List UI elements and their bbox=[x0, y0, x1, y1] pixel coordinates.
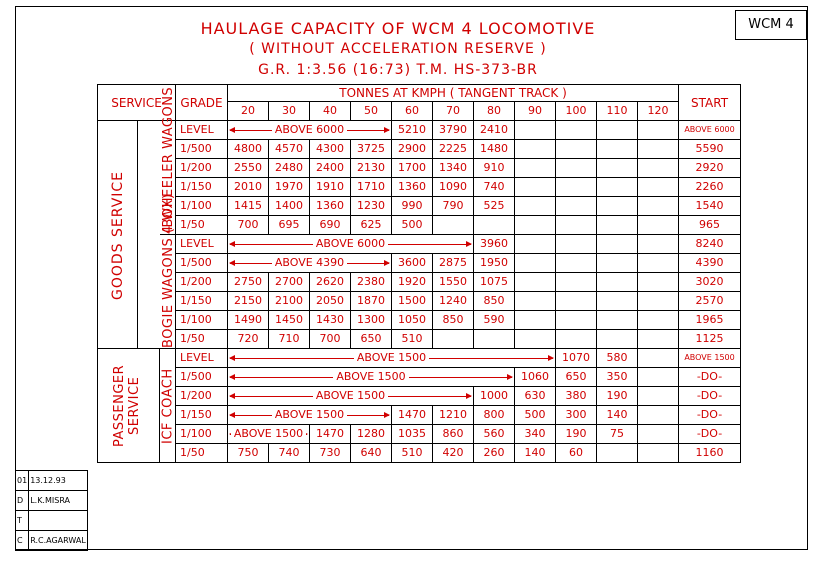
value-cell bbox=[638, 368, 679, 387]
value-cell bbox=[433, 216, 474, 235]
value-cell bbox=[556, 311, 597, 330]
value-cell: 1300 bbox=[351, 311, 392, 330]
value-cell: 1090 bbox=[433, 178, 474, 197]
span-label: ABOVE 6000 bbox=[272, 123, 347, 136]
speed-header: 30 bbox=[269, 102, 310, 121]
start-cell: 8240 bbox=[679, 235, 741, 254]
rev-date: 13.12.93 bbox=[29, 471, 88, 491]
value-cell: 510 bbox=[392, 330, 433, 349]
value-cell bbox=[556, 140, 597, 159]
value-cell: 2225 bbox=[433, 140, 474, 159]
value-cell: 1050 bbox=[392, 311, 433, 330]
value-cell bbox=[638, 159, 679, 178]
span-arrow bbox=[228, 235, 474, 254]
grade-cell: 1/150 bbox=[176, 178, 228, 197]
value-cell: 500 bbox=[392, 216, 433, 235]
value-cell: 800 bbox=[474, 406, 515, 425]
start-cell: 2260 bbox=[679, 178, 741, 197]
tonnes-header: TONNES AT KMPH ( TANGENT TRACK ) bbox=[228, 85, 679, 102]
value-cell: 1550 bbox=[433, 273, 474, 292]
value-cell: 1480 bbox=[474, 140, 515, 159]
speed-header: 120 bbox=[638, 102, 679, 121]
value-cell: 1075 bbox=[474, 273, 515, 292]
rev-label: T bbox=[16, 511, 29, 531]
value-cell: 1870 bbox=[351, 292, 392, 311]
value-cell: 2620 bbox=[310, 273, 351, 292]
value-cell: 860 bbox=[433, 425, 474, 444]
value-cell: 340 bbox=[515, 425, 556, 444]
span-arrow bbox=[228, 406, 392, 425]
start-cell: 2570 bbox=[679, 292, 741, 311]
page-subtitle: ( WITHOUT ACCELERATION RESERVE ) bbox=[249, 41, 547, 57]
value-cell bbox=[597, 330, 638, 349]
value-cell bbox=[556, 159, 597, 178]
value-cell: 1415 bbox=[228, 197, 269, 216]
value-cell bbox=[597, 273, 638, 292]
span-arrow bbox=[228, 368, 515, 387]
value-cell: 2875 bbox=[433, 254, 474, 273]
value-cell: 1240 bbox=[433, 292, 474, 311]
value-cell: 750 bbox=[228, 444, 269, 463]
span-label: ABOVE 1500 bbox=[354, 351, 429, 364]
value-cell: 1710 bbox=[351, 178, 392, 197]
start-cell: -DO- bbox=[679, 406, 741, 425]
value-cell bbox=[474, 216, 515, 235]
grade-cell: 1/200 bbox=[176, 159, 228, 178]
value-cell bbox=[638, 406, 679, 425]
value-cell: 1210 bbox=[433, 406, 474, 425]
value-cell: 560 bbox=[474, 425, 515, 444]
value-cell bbox=[638, 349, 679, 368]
value-cell: 260 bbox=[474, 444, 515, 463]
value-cell: 1340 bbox=[433, 159, 474, 178]
value-cell: 420 bbox=[433, 444, 474, 463]
value-cell: 350 bbox=[597, 368, 638, 387]
value-cell: 700 bbox=[310, 330, 351, 349]
sheet-tag: WCM 4 bbox=[735, 10, 807, 40]
grade-cell: 1/100 bbox=[176, 425, 228, 444]
span-arrow bbox=[228, 121, 392, 140]
grade-cell: 1/150 bbox=[176, 406, 228, 425]
grade-cell: 1/50 bbox=[176, 216, 228, 235]
value-cell bbox=[597, 235, 638, 254]
value-cell: 1035 bbox=[392, 425, 433, 444]
start-cell: 2920 bbox=[679, 159, 741, 178]
grade-cell: 1/150 bbox=[176, 292, 228, 311]
span-label: ABOVE 1500 bbox=[231, 427, 306, 440]
value-cell: 2410 bbox=[474, 121, 515, 140]
value-cell: 2750 bbox=[228, 273, 269, 292]
value-cell: 730 bbox=[310, 444, 351, 463]
value-cell bbox=[638, 140, 679, 159]
span-arrow bbox=[228, 349, 556, 368]
speed-header: 80 bbox=[474, 102, 515, 121]
value-cell bbox=[515, 292, 556, 311]
value-cell: 2900 bbox=[392, 140, 433, 159]
start-cell: 4390 bbox=[679, 254, 741, 273]
value-cell: 1950 bbox=[474, 254, 515, 273]
grade-cell: 1/500 bbox=[176, 140, 228, 159]
value-cell: 4300 bbox=[310, 140, 351, 159]
start-cell: ABOVE 1500 bbox=[679, 349, 741, 368]
value-cell: 190 bbox=[556, 425, 597, 444]
value-cell: 990 bbox=[392, 197, 433, 216]
start-cell: 3020 bbox=[679, 273, 741, 292]
grade-cell: 1/200 bbox=[176, 273, 228, 292]
start-cell: 5590 bbox=[679, 140, 741, 159]
value-cell: 630 bbox=[515, 387, 556, 406]
value-cell: 1470 bbox=[392, 406, 433, 425]
grade-cell: LEVEL bbox=[176, 121, 228, 140]
value-cell: 850 bbox=[433, 311, 474, 330]
value-cell: 1920 bbox=[392, 273, 433, 292]
value-cell bbox=[515, 235, 556, 254]
start-cell: -DO- bbox=[679, 425, 741, 444]
value-cell bbox=[638, 197, 679, 216]
value-cell bbox=[515, 197, 556, 216]
span-label: ABOVE 4390 bbox=[272, 256, 347, 269]
value-cell: 3960 bbox=[474, 235, 515, 254]
grade-cell: 1/50 bbox=[176, 444, 228, 463]
speed-header: 60 bbox=[392, 102, 433, 121]
value-cell bbox=[597, 254, 638, 273]
rev-traced-by bbox=[29, 511, 88, 531]
start-cell: ABOVE 6000 bbox=[679, 121, 741, 140]
value-cell bbox=[474, 330, 515, 349]
value-cell bbox=[638, 178, 679, 197]
value-cell: 695 bbox=[269, 216, 310, 235]
value-cell bbox=[515, 216, 556, 235]
value-cell bbox=[638, 311, 679, 330]
group-bogie-wagons: BOGIE WAGONS (BOX) bbox=[160, 193, 176, 348]
span-arrow bbox=[228, 425, 310, 444]
rev-checked-by: R.C.AGARWAL bbox=[29, 531, 88, 551]
grade-cell: LEVEL bbox=[176, 349, 228, 368]
value-cell: 3725 bbox=[351, 140, 392, 159]
span-label: ABOVE 1500 bbox=[313, 389, 388, 402]
rev-drawn-by: L.K.MISRA bbox=[29, 491, 88, 511]
value-cell: 690 bbox=[310, 216, 351, 235]
page-title: HAULAGE CAPACITY OF WCM 4 LOCOMOTIVE bbox=[200, 19, 596, 38]
value-cell: 1070 bbox=[556, 349, 597, 368]
group-4-wheeler: 4 WHEELER WAGONS bbox=[160, 86, 176, 234]
gear-ratio-line: G.R. 1:3.56 (16:73) T.M. HS-373-BR bbox=[258, 62, 538, 78]
value-cell bbox=[638, 387, 679, 406]
value-cell bbox=[638, 425, 679, 444]
value-cell bbox=[638, 444, 679, 463]
value-cell: 1970 bbox=[269, 178, 310, 197]
passenger-service-label: PASSENGER SERVICE bbox=[98, 349, 160, 463]
value-cell bbox=[638, 121, 679, 140]
value-cell: 1360 bbox=[310, 197, 351, 216]
start-cell: -DO- bbox=[679, 368, 741, 387]
value-cell bbox=[597, 311, 638, 330]
value-cell bbox=[638, 254, 679, 273]
value-cell bbox=[638, 216, 679, 235]
value-cell: 640 bbox=[351, 444, 392, 463]
value-cell: 2700 bbox=[269, 273, 310, 292]
value-cell: 1430 bbox=[310, 311, 351, 330]
value-cell: 1000 bbox=[474, 387, 515, 406]
value-cell: 1910 bbox=[310, 178, 351, 197]
speed-header: 40 bbox=[310, 102, 351, 121]
value-cell: 740 bbox=[474, 178, 515, 197]
value-cell: 1450 bbox=[269, 311, 310, 330]
value-cell: 710 bbox=[269, 330, 310, 349]
value-cell: 700 bbox=[228, 216, 269, 235]
value-cell bbox=[597, 292, 638, 311]
value-cell bbox=[433, 330, 474, 349]
value-cell bbox=[597, 216, 638, 235]
span-label: ABOVE 1500 bbox=[333, 370, 408, 383]
value-cell: 5210 bbox=[392, 121, 433, 140]
value-cell: 1280 bbox=[351, 425, 392, 444]
value-cell: 790 bbox=[433, 197, 474, 216]
grade-cell: 1/50 bbox=[176, 330, 228, 349]
value-cell bbox=[515, 140, 556, 159]
value-cell: 1230 bbox=[351, 197, 392, 216]
value-cell: 650 bbox=[556, 368, 597, 387]
value-cell bbox=[556, 197, 597, 216]
value-cell: 590 bbox=[474, 311, 515, 330]
value-cell: 1470 bbox=[310, 425, 351, 444]
grade-cell: 1/200 bbox=[176, 387, 228, 406]
value-cell: 2050 bbox=[310, 292, 351, 311]
span-arrow bbox=[228, 387, 474, 406]
value-cell: 140 bbox=[597, 406, 638, 425]
value-cell: 580 bbox=[597, 349, 638, 368]
value-cell: 1360 bbox=[392, 178, 433, 197]
value-cell bbox=[638, 273, 679, 292]
rev-label: D bbox=[16, 491, 29, 511]
value-cell: 2130 bbox=[351, 159, 392, 178]
start-cell: 1965 bbox=[679, 311, 741, 330]
start-cell: 965 bbox=[679, 216, 741, 235]
value-cell bbox=[556, 254, 597, 273]
value-cell bbox=[638, 292, 679, 311]
revision-block bbox=[15, 470, 88, 551]
speed-header: 20 bbox=[228, 102, 269, 121]
value-cell bbox=[515, 254, 556, 273]
group-icf-coach: ICF COACH bbox=[160, 349, 176, 463]
value-cell bbox=[597, 159, 638, 178]
value-cell: 2550 bbox=[228, 159, 269, 178]
grade-header: GRADE bbox=[176, 85, 228, 121]
value-cell: 1500 bbox=[392, 292, 433, 311]
value-cell: 525 bbox=[474, 197, 515, 216]
value-cell: 2150 bbox=[228, 292, 269, 311]
value-cell: 380 bbox=[556, 387, 597, 406]
value-cell: 720 bbox=[228, 330, 269, 349]
rev-label: 01 bbox=[16, 471, 29, 491]
value-cell: 4570 bbox=[269, 140, 310, 159]
speed-header: 100 bbox=[556, 102, 597, 121]
value-cell: 910 bbox=[474, 159, 515, 178]
value-cell bbox=[597, 121, 638, 140]
haulage-table bbox=[97, 84, 741, 463]
value-cell bbox=[515, 159, 556, 178]
value-cell: 650 bbox=[351, 330, 392, 349]
span-arrow bbox=[228, 254, 392, 273]
span-label: ABOVE 1500 bbox=[272, 408, 347, 421]
value-cell bbox=[597, 197, 638, 216]
value-cell: 190 bbox=[597, 387, 638, 406]
value-cell: 3790 bbox=[433, 121, 474, 140]
value-cell: 850 bbox=[474, 292, 515, 311]
value-cell bbox=[515, 330, 556, 349]
start-cell: 1125 bbox=[679, 330, 741, 349]
value-cell: 625 bbox=[351, 216, 392, 235]
grade-cell: LEVEL bbox=[176, 235, 228, 254]
value-cell: 1400 bbox=[269, 197, 310, 216]
start-header: START bbox=[679, 85, 741, 121]
value-cell: 140 bbox=[515, 444, 556, 463]
service-header: SERVICE bbox=[98, 85, 176, 121]
speed-header: 70 bbox=[433, 102, 474, 121]
value-cell bbox=[556, 292, 597, 311]
start-cell: -DO- bbox=[679, 387, 741, 406]
span-label: ABOVE 6000 bbox=[313, 237, 388, 250]
spacer bbox=[138, 121, 160, 349]
start-cell: 1540 bbox=[679, 197, 741, 216]
value-cell: 3600 bbox=[392, 254, 433, 273]
value-cell bbox=[556, 121, 597, 140]
value-cell: 1490 bbox=[228, 311, 269, 330]
value-cell bbox=[556, 330, 597, 349]
rev-label: C bbox=[16, 531, 29, 551]
grade-cell: 1/500 bbox=[176, 254, 228, 273]
value-cell bbox=[597, 140, 638, 159]
value-cell: 740 bbox=[269, 444, 310, 463]
value-cell: 1700 bbox=[392, 159, 433, 178]
value-cell: 2010 bbox=[228, 178, 269, 197]
value-cell bbox=[515, 311, 556, 330]
goods-service-label: GOODS SERVICE bbox=[98, 121, 138, 349]
value-cell: 2400 bbox=[310, 159, 351, 178]
speed-header: 90 bbox=[515, 102, 556, 121]
value-cell: 2100 bbox=[269, 292, 310, 311]
grade-cell: 1/100 bbox=[176, 311, 228, 330]
value-cell bbox=[638, 330, 679, 349]
value-cell bbox=[556, 235, 597, 254]
value-cell: 510 bbox=[392, 444, 433, 463]
value-cell bbox=[515, 178, 556, 197]
value-cell bbox=[638, 235, 679, 254]
value-cell bbox=[556, 216, 597, 235]
value-cell: 4800 bbox=[228, 140, 269, 159]
value-cell: 300 bbox=[556, 406, 597, 425]
grade-cell: 1/100 bbox=[176, 197, 228, 216]
value-cell: 2480 bbox=[269, 159, 310, 178]
value-cell: 500 bbox=[515, 406, 556, 425]
speed-header: 110 bbox=[597, 102, 638, 121]
speed-header: 50 bbox=[351, 102, 392, 121]
value-cell: 75 bbox=[597, 425, 638, 444]
value-cell bbox=[597, 178, 638, 197]
grade-cell: 1/500 bbox=[176, 368, 228, 387]
value-cell bbox=[556, 273, 597, 292]
value-cell bbox=[515, 273, 556, 292]
value-cell: 60 bbox=[556, 444, 597, 463]
value-cell bbox=[597, 444, 638, 463]
value-cell bbox=[515, 121, 556, 140]
value-cell: 2380 bbox=[351, 273, 392, 292]
start-cell: 1160 bbox=[679, 444, 741, 463]
value-cell: 1060 bbox=[515, 368, 556, 387]
value-cell bbox=[556, 178, 597, 197]
